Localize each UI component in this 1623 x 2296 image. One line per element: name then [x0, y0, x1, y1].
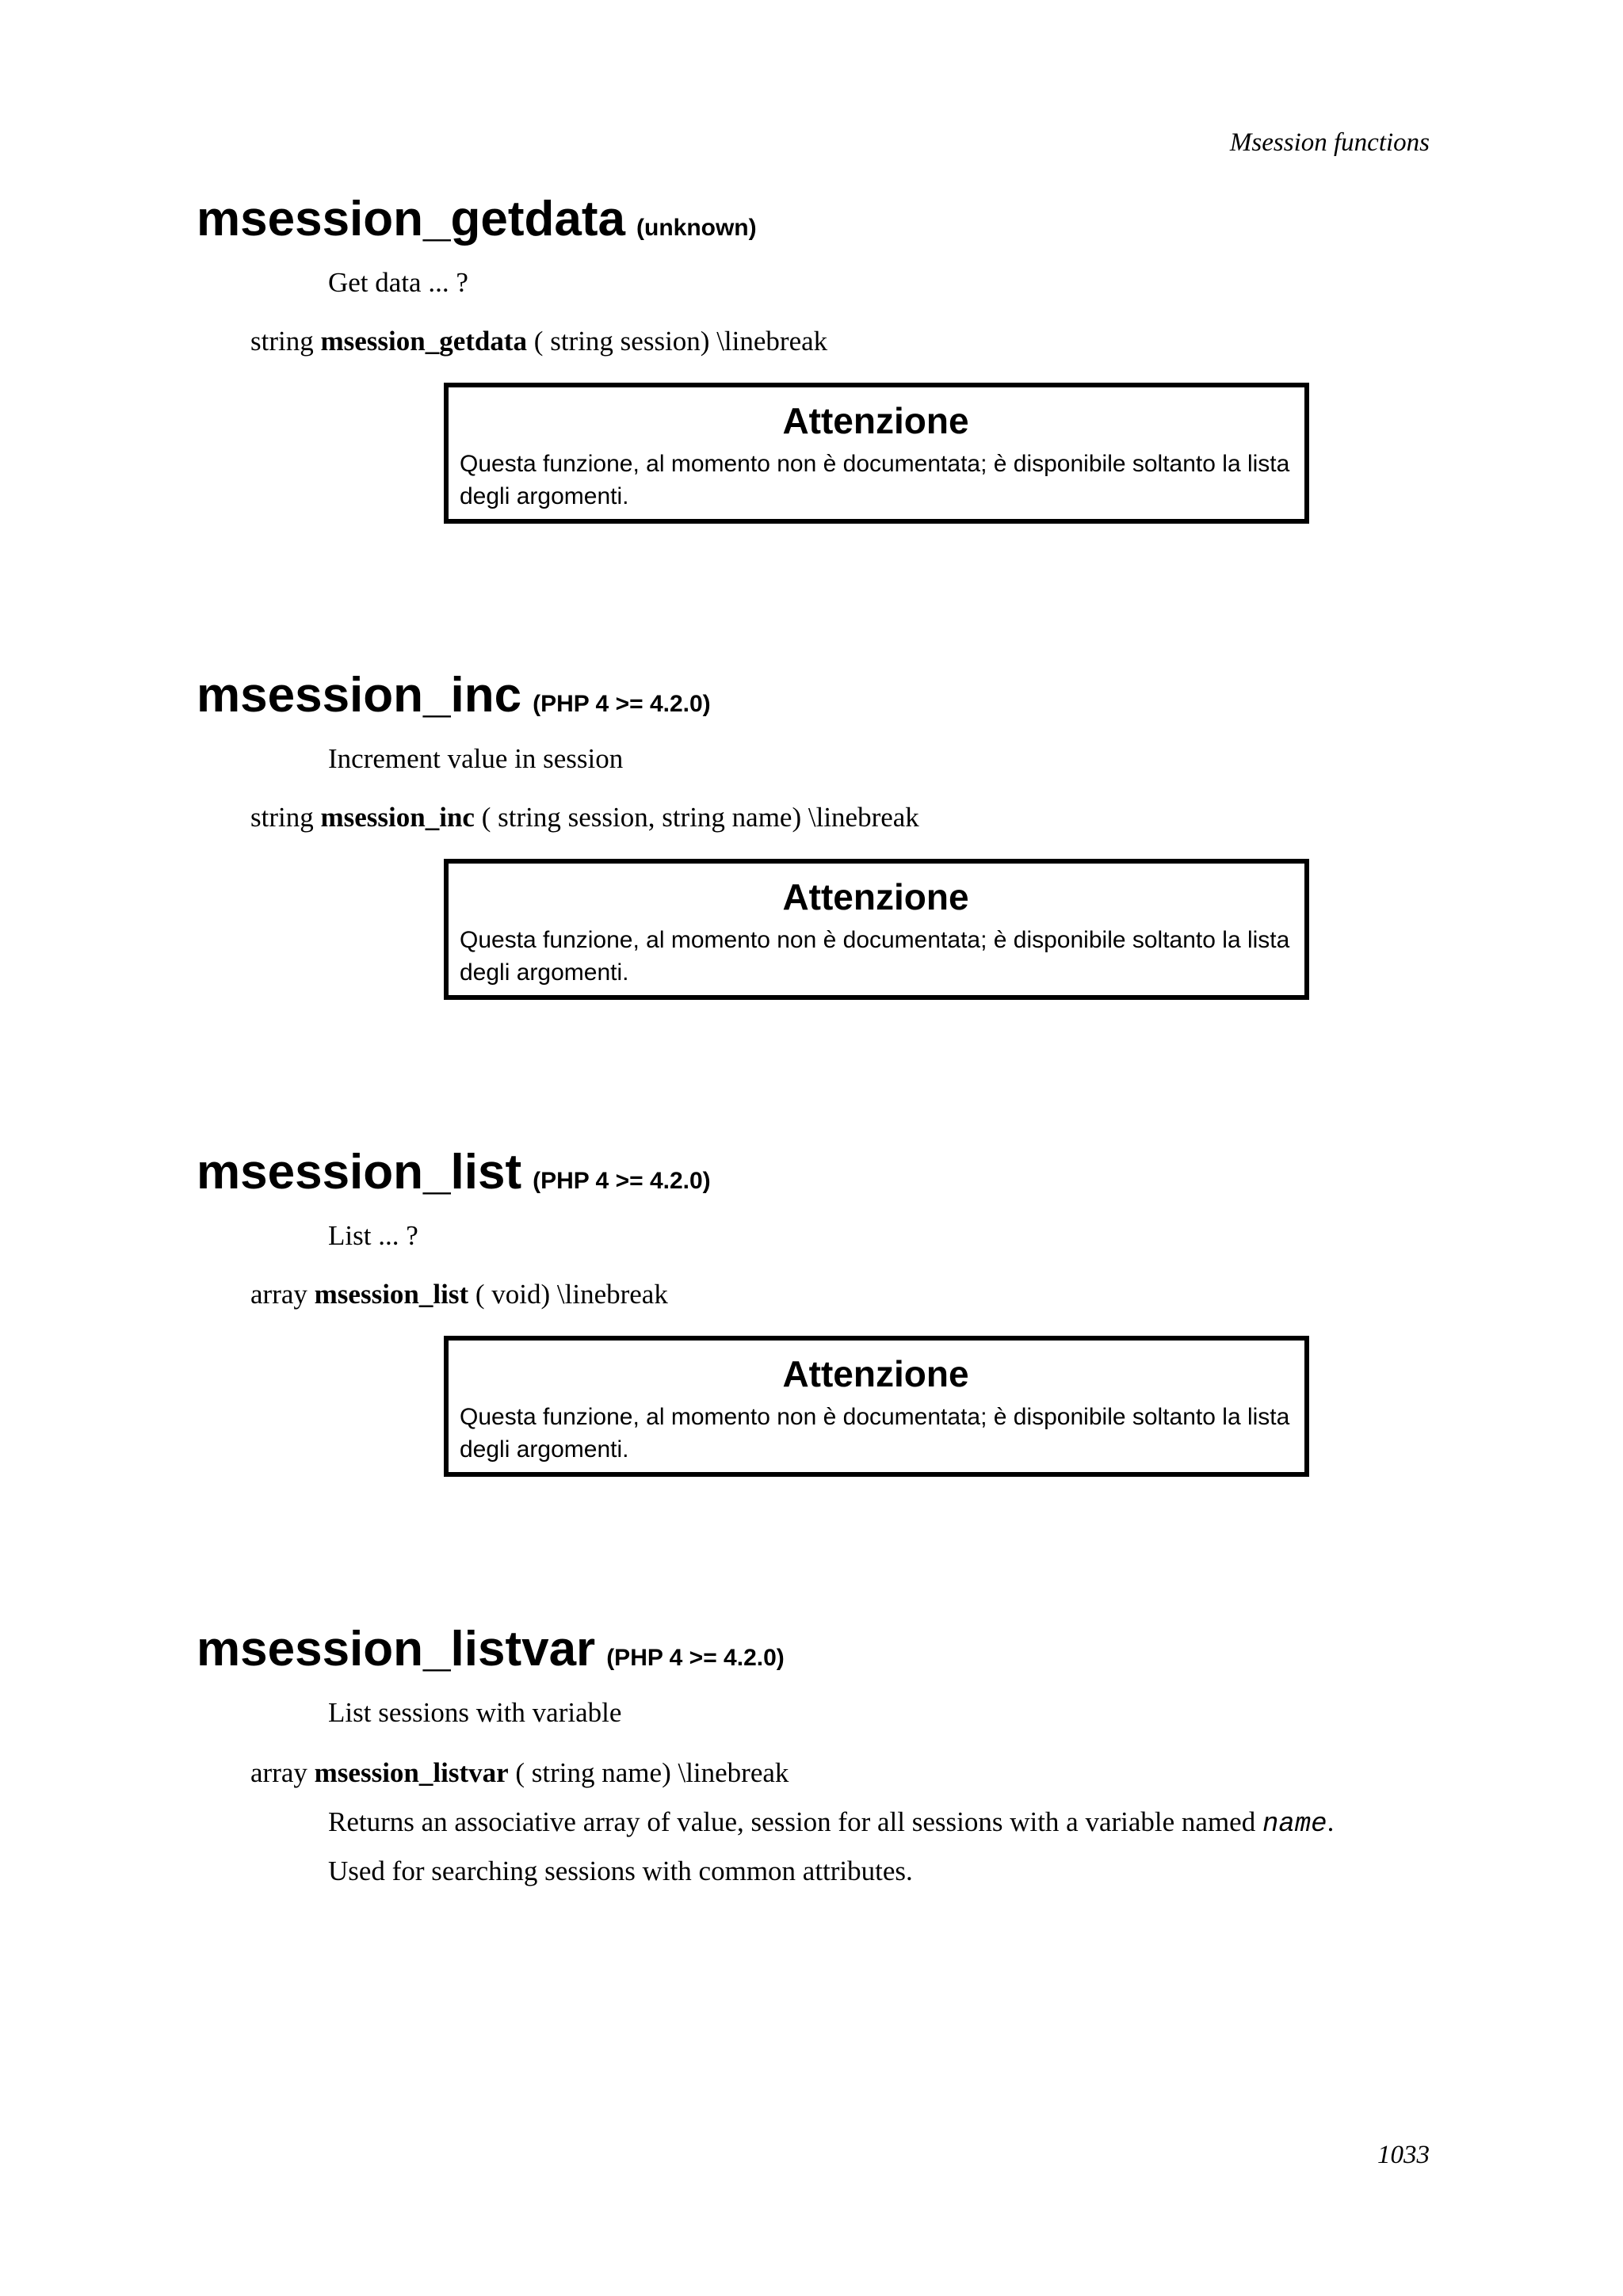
synopsis-arguments: ( string name) \linebreak [515, 1757, 789, 1788]
synopsis-arguments: ( void) \linebreak [475, 1279, 668, 1310]
function-synopsis [250, 1756, 789, 1791]
function-title [197, 188, 1433, 251]
function-name: msession_inc [197, 668, 522, 723]
function-purpose: List sessions with variable [328, 1697, 622, 1728]
function-title [197, 664, 1433, 727]
synopsis-function-name: msession_list [314, 1279, 469, 1310]
warning-box [444, 383, 1309, 524]
parameter-name: name [1262, 1810, 1327, 1840]
return-type: string [250, 326, 314, 357]
function-version: (unknown) [636, 215, 757, 241]
return-type: array [250, 1279, 307, 1310]
function-purpose: Get data ... ? [328, 267, 468, 298]
return-type: string [250, 802, 314, 833]
function-entry-msession-getdata [197, 188, 1433, 509]
function-entry-msession-list [197, 1141, 1433, 1463]
function-purpose: Increment value in session [328, 743, 624, 774]
function-version: (PHP 4 >= 4.2.0) [606, 1645, 785, 1671]
function-name: msession_getdata [197, 192, 625, 246]
function-version: (PHP 4 >= 4.2.0) [533, 691, 711, 717]
function-version: (PHP 4 >= 4.2.0) [533, 1168, 711, 1194]
warning-title: Attenzione [782, 876, 969, 917]
function-description-usage: Used for searching sessions with common attributes. [328, 1855, 913, 1886]
warning-title: Attenzione [782, 400, 969, 441]
function-name: msession_listvar [197, 1622, 596, 1676]
warning-text: Questa funzione, al momento non è documentata; è disponibile soltanto la lista degli argomenti. [460, 927, 1290, 986]
warning-box [444, 1336, 1309, 1477]
page-number: 1033 [1377, 2141, 1430, 2169]
function-synopsis [250, 800, 919, 835]
function-synopsis [250, 324, 827, 359]
function-entry-msession-inc [197, 664, 1433, 986]
warning-title: Attenzione [782, 1353, 969, 1394]
synopsis-function-name: msession_getdata [320, 326, 528, 357]
function-title [197, 1141, 1433, 1204]
synopsis-arguments: ( string session) \linebreak [533, 326, 828, 357]
function-name: msession_list [197, 1145, 522, 1199]
warning-text: Questa funzione, al momento non è documentata; è disponibile soltanto la lista degli argomenti. [460, 1404, 1290, 1463]
description-punctuation: . [1327, 1806, 1335, 1837]
synopsis-arguments: ( string session, string name) \linebreak [481, 802, 919, 833]
synopsis-function-name: msession_listvar [314, 1757, 509, 1788]
description-text: Returns an associative array of value, session for all sessions with a variable named [328, 1806, 1256, 1837]
function-synopsis [250, 1277, 668, 1312]
warning-box [444, 859, 1309, 1000]
function-purpose: List ... ? [328, 1220, 418, 1251]
function-description [328, 1805, 1334, 1842]
function-entry-msession-listvar [197, 1618, 1433, 1886]
synopsis-function-name: msession_inc [320, 802, 475, 833]
function-title [197, 1618, 1433, 1681]
warning-text: Questa funzione, al momento non è documentata; è disponibile soltanto la lista degli argomenti. [460, 451, 1290, 509]
return-type: array [250, 1757, 307, 1788]
running-header: Msession functions [1229, 128, 1430, 157]
